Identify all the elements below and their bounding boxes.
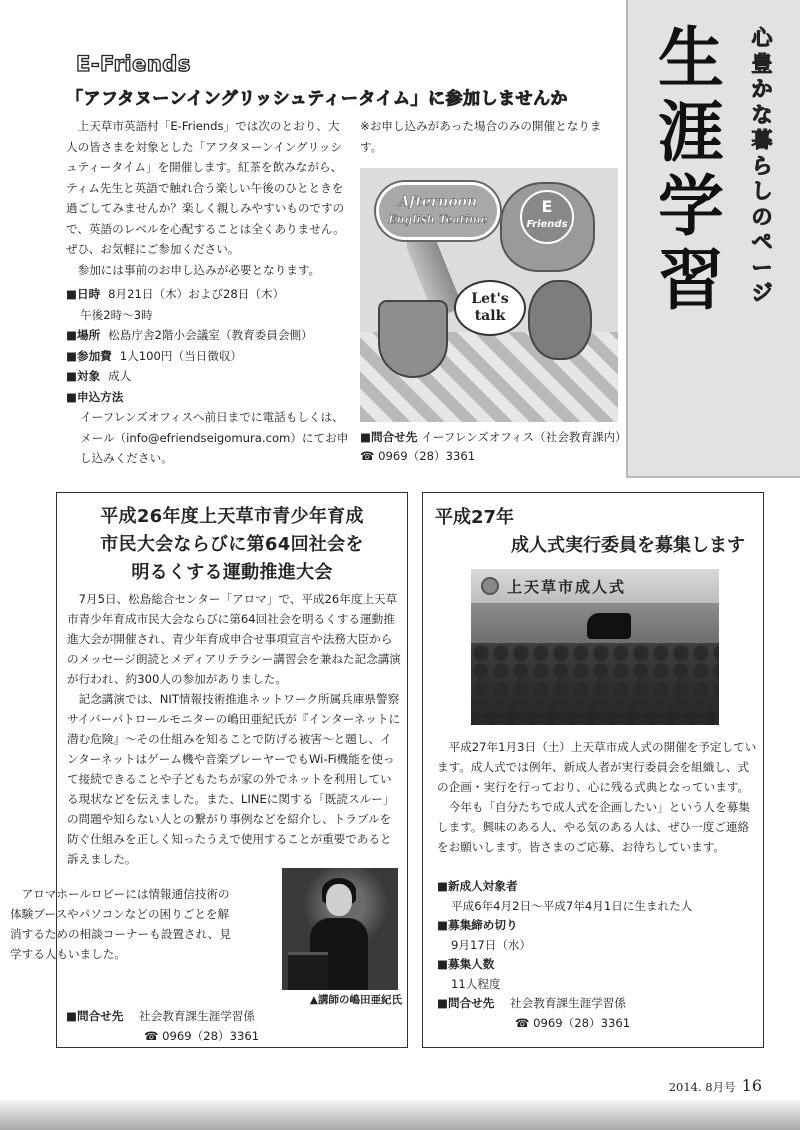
coa-info bbox=[437, 877, 759, 1033]
info-row-target bbox=[66, 366, 350, 387]
info-key: ■ 場所 bbox=[66, 325, 100, 346]
podium bbox=[288, 952, 328, 990]
contact-info bbox=[360, 428, 622, 466]
intro-text-2: 参加には事前のお申し込みが必要となります。 bbox=[77, 262, 321, 277]
info-value: 成人 bbox=[108, 369, 132, 383]
info-key: ■ 募集人数 bbox=[437, 955, 759, 975]
ceremony-banner bbox=[471, 569, 719, 603]
footer-bar bbox=[0, 1100, 800, 1130]
contact-tel: ☎ 0969（28）3361 bbox=[144, 1029, 260, 1043]
coa-paragraph-2: 今年も「自分たちで成人式を企画したい」という人を募集します。興味のある人、やる気のある人は、ぜひ一度ご連絡をお願いします。皆さまのご応募、お待ちしています。 bbox=[437, 800, 750, 854]
rally-title bbox=[57, 503, 407, 587]
speaker-head bbox=[326, 884, 352, 916]
rally-paragraph-2: 記念講演では、NIT情報技術推進ネットワーク所属兵庫県警察サイバーパトロールモニターの嶋田亜紀氏が『インターネットに潜む危険』～その仕組みを知ることで防げる被害～と題し、インターネットはゲーム機や音楽プレーヤーでもWi-Fi機能を使って接続できることや子どもたちが家の外でネットを利用している現状などを伝えました。また、LINEに関する「既読スルー」の問題や知らない人との繋がり事例などを紹介し、トラブルを防ぐ仕組みを正しく知ったうえで使用することが重要であると訴えました。 bbox=[67, 692, 401, 866]
rally-contact bbox=[66, 1006, 396, 1046]
article-title-en: E-Friends bbox=[76, 52, 191, 76]
audience bbox=[471, 643, 719, 725]
logo-letter: E bbox=[541, 197, 553, 216]
coa-body bbox=[437, 737, 759, 857]
info-row-fee bbox=[66, 346, 350, 367]
info-value: 平成6年4月2日～平成7年4月1日に生まれた人 bbox=[451, 898, 693, 913]
event-info bbox=[66, 284, 350, 469]
info-key: ■ 新成人対象者 bbox=[437, 877, 759, 897]
teacup-icon bbox=[378, 300, 448, 378]
contact-label: ■ 問合せ先 bbox=[66, 1009, 123, 1023]
article-right-column bbox=[360, 116, 618, 157]
info-row-date bbox=[66, 284, 350, 305]
info-key: ■ 申込方法 bbox=[66, 387, 123, 408]
contact-text: 社会教育課生涯学習係 bbox=[510, 996, 626, 1010]
e-friends-article bbox=[0, 0, 800, 478]
article-title-jp: 「アフタヌーンイングリッシュティータイム」に参加しませんか bbox=[66, 89, 569, 109]
info-key: ■ 日時 bbox=[66, 284, 100, 305]
info-row-apply bbox=[66, 387, 350, 408]
contact-text: 社会教育課生涯学習係 bbox=[139, 1009, 255, 1023]
rally-body bbox=[67, 589, 401, 869]
note-text: ※お申し込みがあった場合のみの開催となります。 bbox=[360, 119, 602, 154]
coa-paragraph-1: 平成27年1月3日（土）上天草市成人式の開催を予定しています。成人式では例年、新成人者が実行委員会を組織し、式の企画・実行を行っており、心に残る式典となっています。 bbox=[437, 740, 757, 794]
title-char: 涯 bbox=[658, 94, 724, 171]
coa-title-line1: 平成27年 bbox=[435, 507, 515, 528]
rally-title-line: 市民大会ならびに第64回社会を bbox=[100, 534, 364, 555]
badge-line1: Afternoon bbox=[398, 194, 478, 210]
rally-title-line: 明るくする運動推進大会 bbox=[131, 562, 333, 583]
e-friends-logo bbox=[520, 190, 574, 244]
footer-info bbox=[669, 1076, 762, 1095]
afternoon-badge bbox=[376, 182, 500, 240]
info-value: 11人程度 bbox=[451, 976, 501, 991]
coa-title-line2: 成人式実行委員を募集します bbox=[511, 535, 745, 556]
badge-line2: English Teatime bbox=[388, 213, 488, 226]
contact-label: ■ 問合せ先 bbox=[437, 996, 494, 1010]
contact-tel: ☎ 0969（28）3361 bbox=[515, 1015, 631, 1030]
city-seal-icon bbox=[481, 577, 499, 595]
photo-caption: ▲講師の嶋田亜紀氏 bbox=[309, 994, 402, 1006]
title-char: 習 bbox=[658, 242, 724, 319]
teacher-caricature bbox=[528, 280, 592, 360]
apply-text: イーフレンズオフィスへ前日までに電話もしくは、メール（info@efriendseigomura.com）にてお申し込みください。 bbox=[80, 410, 349, 465]
title-char: 生 bbox=[658, 20, 724, 97]
section-header-panel bbox=[626, 0, 800, 478]
rally-paragraph-1: 7月5日、松島総合センター「アロマ」で、平成26年度上天草市青少年育成市民大会ならびに第64回社会を明るくする運動推進大会が開催され、青少年育成申合せ事項宣言や法務大臣からのメッセージ朗読とメディアリテラシー講習会を兼ねた記念講演が行われ、約300人の参加がありました。 bbox=[67, 592, 401, 686]
banner-text: 上天草市成人式 bbox=[507, 577, 627, 596]
info-key: ■ 対象 bbox=[66, 366, 100, 387]
issue-label: 2014. 8月号 bbox=[668, 1080, 736, 1094]
info-value: 松島庁舎2階小会議室（教育委員会側） bbox=[108, 328, 313, 342]
coming-of-age-article bbox=[422, 492, 764, 1048]
info-row-place bbox=[66, 325, 350, 346]
piano-icon bbox=[587, 613, 631, 639]
info-value: 9月17日（水） bbox=[451, 937, 532, 952]
section-subtitle: 心豊かな暮らしのページ bbox=[751, 26, 773, 305]
speaker-photo bbox=[282, 868, 398, 990]
logo-text: Friends bbox=[526, 219, 568, 230]
page-footer bbox=[0, 1070, 800, 1130]
page-number: 16 bbox=[741, 1076, 762, 1095]
article-left-column bbox=[66, 116, 350, 469]
speech-bubble: Let's talk bbox=[454, 280, 526, 336]
contact-text: イーフレンズオフィス（社会教育課内）☎ 0969（28）3361 bbox=[360, 430, 621, 463]
info-value: 8月21日（木）および28日（木） bbox=[108, 287, 285, 301]
title-char: 学 bbox=[658, 168, 724, 245]
teatime-illustration bbox=[360, 168, 618, 422]
info-key: ■ 募集締め切り bbox=[437, 916, 759, 936]
info-time: 午後2時～3時 bbox=[80, 307, 153, 322]
ceremony-photo bbox=[471, 569, 719, 725]
contact-label: ■ 問合せ先 bbox=[360, 430, 417, 444]
intro-text: 上天草市英語村「E-Friends」では次のとおり、大人の皆さまを対象とした「アフタヌーンイングリッシュティータイム」を開催します。紅茶を飲みながら、ティム先生と英語で触れ合う楽しい午後のひとときを過ごしてみませんか？楽しく親しみやすいものですので、英語のレベルを心配することは全くありません。ぜひ、お気軽にご参加ください。 bbox=[66, 119, 345, 256]
rally-paragraph-3: アロマホールロビーには情報通信技術の体験ブースやパソコンなどの困りごとを解消するための相談コーナーも設置され、見学する人もいました。 bbox=[10, 887, 231, 961]
section-title bbox=[646, 22, 736, 318]
rally-title-line: 平成26年度上天草市青少年育成 bbox=[100, 506, 364, 527]
info-key: ■ 参加費 bbox=[66, 346, 112, 367]
info-value: 1人100円（当日徴収） bbox=[119, 348, 243, 363]
